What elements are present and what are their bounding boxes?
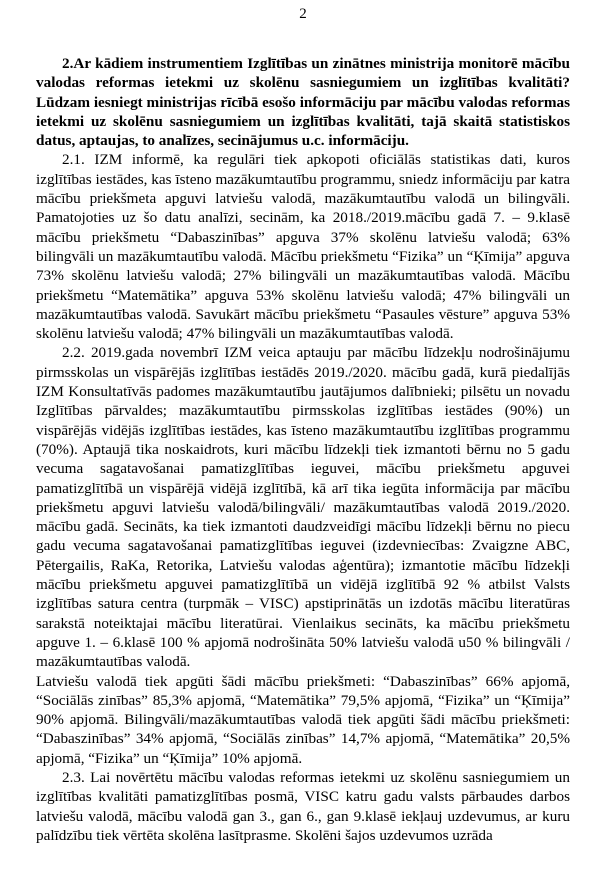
paragraph-latvian-subjects: Latviešu valodā tiek apgūti šādi mācību priekšmeti: “Dabaszinības” 66% apjomā, “Sociālās zinības” 85,3% apjomā, “Matemātika” 79,5% apjomā, “Fizika” un “Ķīmija” 90% apjomā. Bilingvāli/mazākumtautības valodā tiek apgūti šādi mācību priekšmeti: “Dabaszinības” 34% apjomā, “Sociālās zinības” 14,7% apjomā, “Matemātika” 20,5% apjomā, “Fizika” un “Ķīmija” 10% apjomā. [36,672,570,767]
paragraph-2-2: 2.2. 2019.gada novembrī IZM veica aptauju par mācību līdzekļu nodrošinājumu pirmsskolas un vispārējās izglītības iestādēs 2019./2020. mācību gadā, kurā piedalījās IZM Konsultatīvās padomes mazākumtautību jautājumos dalībnieki; pilsētu un novadu Izglītības pārvaldes; mazākumtautību pirmsskolas izglītības iestādes (90%) un vispārējās vidējās izglītības iestādes, kas īsteno mazākumtautību izglītības programmu (70%). Aptaujā tika noskaidrots, kuri mācību līdzekļi tiek izmantoti bērnu no 5 gadu vecuma sagatavošanai pamatizglītības ieguvei, mācību priekšmetu apguvei pamatizglītībā un vispārējā vidējā izglītībā, kā arī tika iegūta informācija par mācību priekšmetu apguvi latviešu valodā/bilingvāli/ mazākumtautības valodā 2019./2020. mācību gadā. Secināts, ka tiek izmantoti daudzveidīgi mācību līdzekļi bērnu no piecu gadu vecuma sagatavošanai pamatizglītības ieguvei (izdevniecības: Zvaigzne ABC, Pētergailis, RaKa, Retorika, Latviešu valodas aģentūra); izmantotie mācību līdzekļi mācību priekšmetu apguvei pamatizglītībā un vidējā izglītībā 92 % atbilst Valsts izglītības satura centra (turpmāk – VISC) apstiprinātās un izdotās mācību literatūras sarakstā noteiktajai mācību literatūrai. Vienlaikus secināts, ka mācību priekšmetu apguve 1. – 6.klasē 100 % apjomā nodrošināta 50% latviešu valodā u50 % bilingvāli / mazākumtautības valodā. [36,344,570,671]
document-page [36,0,570,845]
paragraph-2-1: 2.1. IZM informē, ka regulāri tiek apkopoti oficiālās statistikas dati, kuros izglītības iestādes, kas īsteno mazākumtautību programmu, sniedz informāciju par katra mācību priekšmeta apguvi latviešu valodā, mazākumtautību valodā un bilingvāli. Pamatojoties uz šo datu analīzi, secinām, ka 2018./2019.mācību gadā 7. – 9.klasē mācību priekšmetu “Dabaszinības” apguva 37% skolēnu latviešu valodā; 63% bilingvāli un mazākumtautību valodā. Mācību priekšmetu “Fizika” un “Ķīmija” apguva 73% skolēnu latviešu valodā; 27% bilingvāli un mazākumtautības valodā. Mācību priekšmetu “Matemātika” apguva 53% skolēnu latviešu valodā; 47% bilingvāli un mazākumtautības valodā. Savukārt mācību priekšmetu “Pasaules vēsture” apguva 53% skolēnu latviešu valodā; 47% bilingvāli un mazākumtautības valodā. [36,151,570,343]
question-heading: 2.Ar kādiem instrumentiem Izglītības un zinātnes ministrija monitorē mācību valodas reformas ietekmi uz skolēnu sasniegumiem un izglītības kvalitāti? Lūdzam iesniegt ministrijas rīcībā esošo informāciju par mācību valodas reformas ietekmi uz skolēnu sasniegumiem un izglītības kvalitāti, tajā skaitā statistiskos datus, aptaujas, to analīzes, secinājumus u.c. informāciju. [36,55,570,150]
paragraph-2-3: 2.3. Lai novērtētu mācību valodas reformas ietekmi uz skolēnu sasniegumiem un izglītības kvalitāti pamatizglītības posmā, VISC katru gadu valsts pārbaudes darbos latviešu valodā, mācību valodā gan 3., gan 6., gan 9.klasē iekļauj uzdevumus, ar kuru palīdzību tiek vērtēta skolēna lasītprasme. Skolēni šajos uzdevumos uzrāda [36,768,570,844]
page-number: 2 [299,6,307,22]
